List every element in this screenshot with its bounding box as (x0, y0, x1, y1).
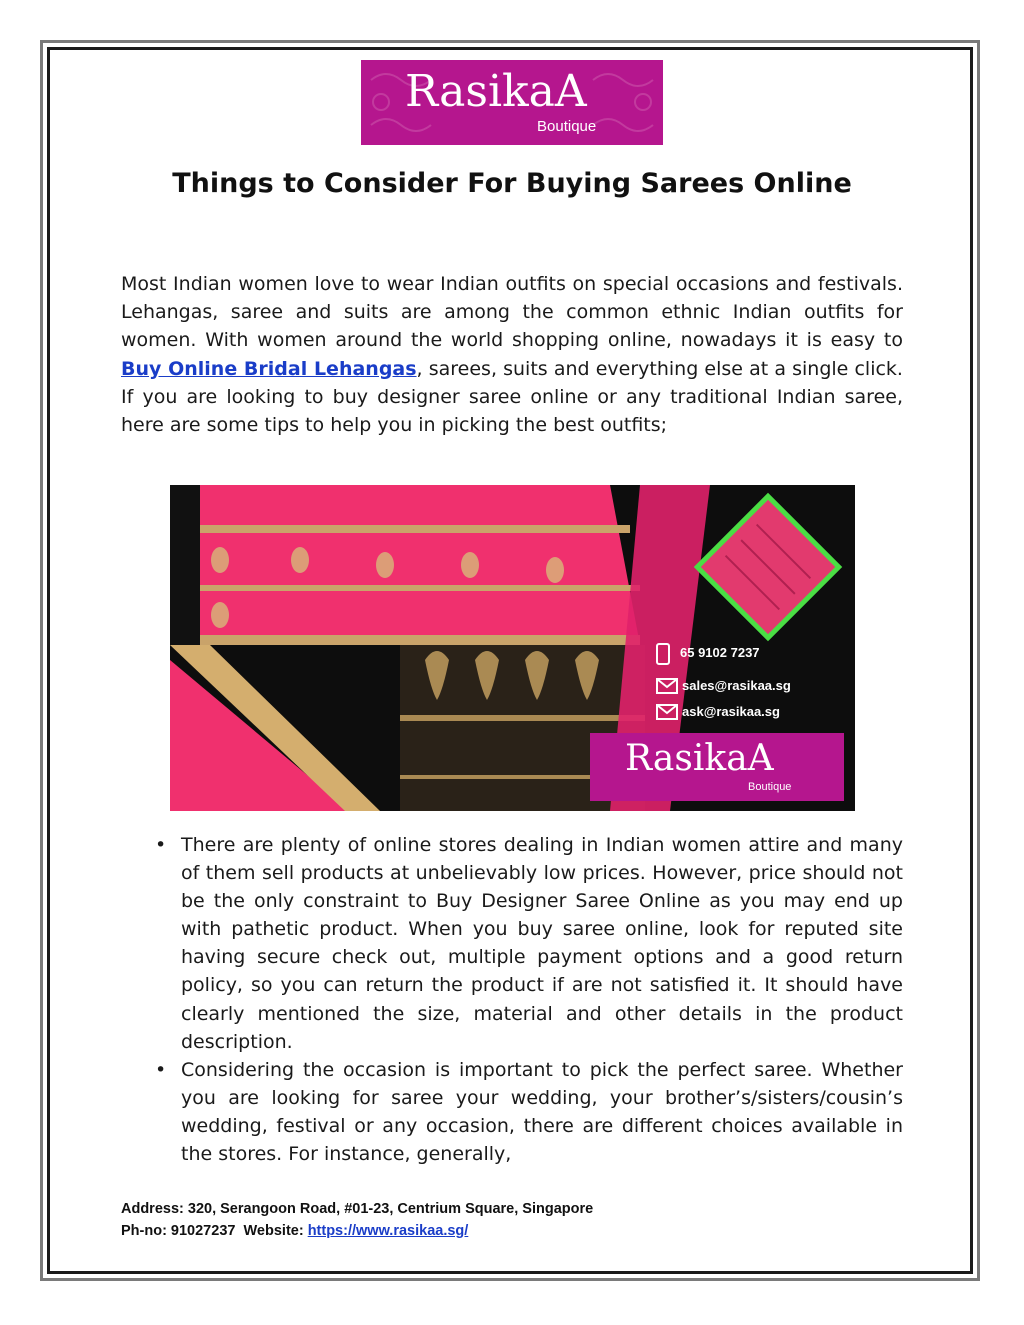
intro-text-after: , sarees, suits and everything else at a single click. If you are looking to buy designer saree online or any traditional Indian saree, here are some tips to help you in picking the best outfits; (121, 357, 903, 437)
intro-text-before: Most Indian women love to wear Indian outfits on special occasions and festivals. Lehangas, saree and suits are among the common ethnic Indian outfits for women. With women around the world shopping online, nowadays it is easy to (121, 273, 903, 352)
list-item-text: There are plenty of online stores dealing in Indian women attire and many of them sell products at unbelievably low prices. However, price should not be the only constraint to Buy Designer Saree Online as you may end up with pathetic product. When you buy saree online, look for reputed site having secure check out, multiple payment options and a good return policy, so you can return the product if are not satisfied it. It should have clearly mentioned the size, material and other details in the product description. (181, 834, 903, 1053)
website-link[interactable]: https://www.rasikaa.sg/ (307, 1223, 469, 1239)
bridal-lehangas-link[interactable]: Buy Online Bridal Lehangas (121, 357, 417, 380)
bullet-icon: • (155, 1058, 167, 1081)
intro-paragraph (121, 270, 903, 439)
banner-logo-brand: RasikaA (625, 738, 774, 779)
footer-contact (121, 1220, 593, 1242)
logo-sub-text: Boutique (537, 118, 597, 135)
banner-sales-email: sales@rasikaa.sg (682, 678, 791, 693)
banner-phone-text: 65 9102 7237 (680, 645, 760, 660)
header-logo (361, 60, 663, 145)
bullet-icon: • (155, 834, 167, 856)
footer-phone: Ph-no: 91027237 Website: (121, 1223, 308, 1239)
list-item (121, 831, 903, 1056)
list-item (121, 1056, 903, 1168)
page-footer (121, 1198, 593, 1242)
page-title: Things to Consider For Buying Sarees Online (172, 168, 852, 199)
saree-banner (170, 485, 855, 811)
logo-brand-text: RasikaA (405, 66, 587, 117)
banner-logo-sub: Boutique (748, 781, 792, 793)
tips-list (121, 831, 903, 1168)
footer-address: Address: 320, Serangoon Road, #01-23, Centrium Square, Singapore (121, 1201, 594, 1217)
list-item-text: Considering the occasion is important to pick the perfect saree. Whether you are looking for saree your wedding, your brother’s/sisters/cousin’s wedding, festival or any occasion, there are different choices available in the stores. For instance, generally, (181, 1058, 903, 1166)
banner-ask-email: ask@rasikaa.sg (682, 704, 780, 719)
